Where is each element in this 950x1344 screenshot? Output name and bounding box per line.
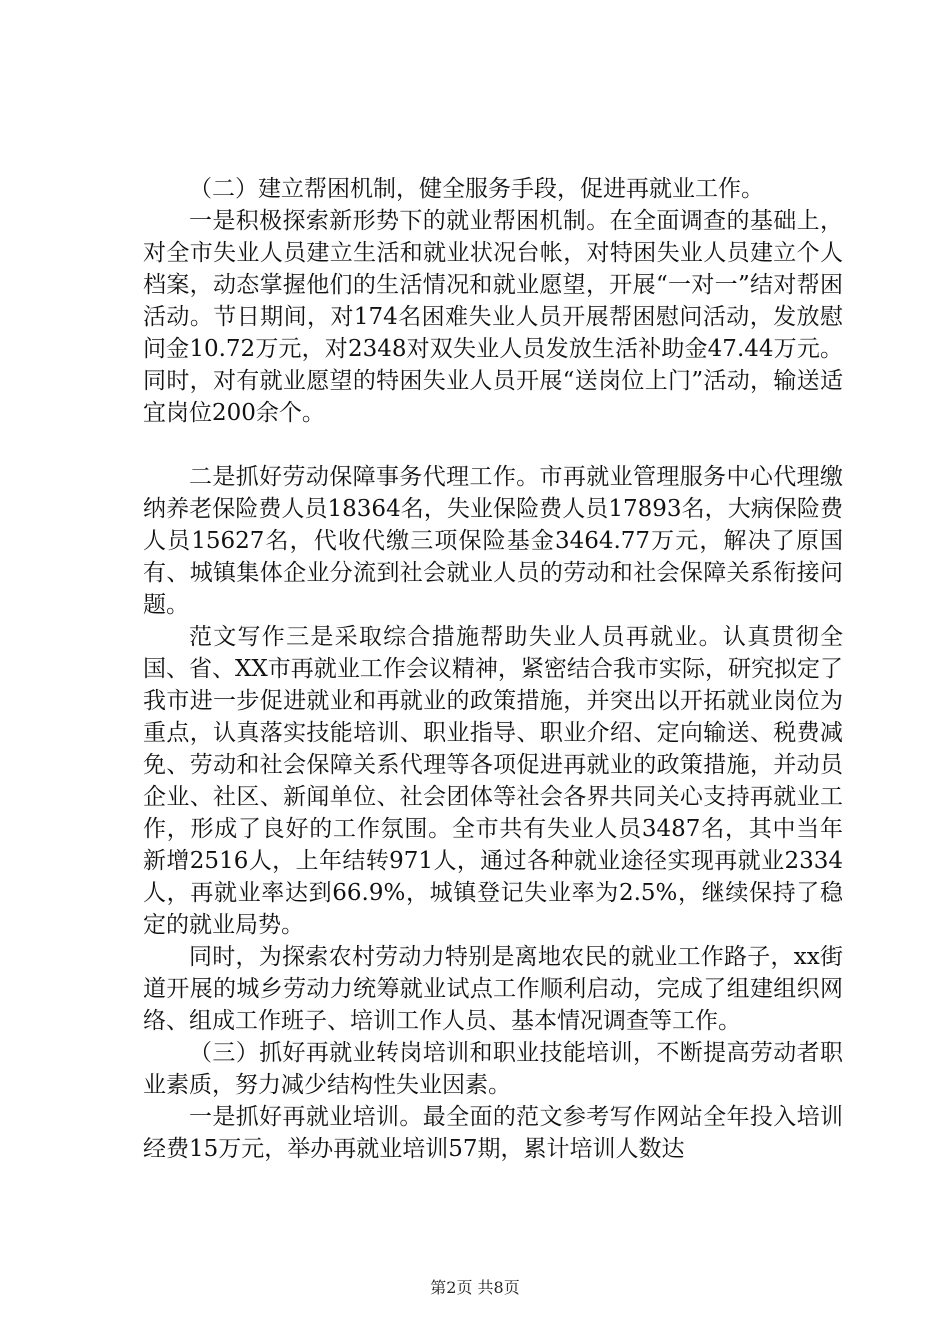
body-paragraph: 二是抓好劳动保障事务代理工作。市再就业管理服务中心代理缴纳养老保险费人员18364名，失业保险费人员17893名，大病保险费人员15627名，代收代缴三项保险基金3464.77万元，解决了原国有、城镇集体企业分流到社会就业人员的劳动和社会保障关系衔接问题。 [143,464,843,618]
section-heading-2: （二）建立帮困机制，健全服务手段，促进再就业工作。 [189,176,764,202]
body-paragraph: 同时，为探索农村劳动力特别是离地农民的就业工作路子，xx街道开展的城乡劳动力统筹就业试点工作顺利启动，完成了组建组织网络、组成工作班子、培训工作人员、基本情况调查等工作。 [143,944,843,1034]
section-heading-3: （三）抓好再就业转岗培训和职业技能培训，不断提高劳动者职业素质，努力减少结构性失业因素。 [143,1040,843,1098]
body-paragraph: 一是积极探索新形势下的就业帮困机制。在全面调查的基础上，对全市失业人员建立生活和就业状况台帐，对特困失业人员建立个人档案，动态掌握他们的生活情况和就业愿望，开展“一对一”结对帮困活动。节日期间，对174名困难失业人员开展帮困慰问活动，发放慰问金10.72万元，对2348对双失业人员发放生活补助金47.44万元。同时，对有就业愿望的特困失业人员开展“送岗位上门”活动，输送适宜岗位200余个。 [143,208,843,426]
body-paragraph: 范文写作三是采取综合措施帮助失业人员再就业。认真贯彻全国、省、XX市再就业工作会议精神，紧密结合我市实际，研究拟定了我市进一步促进就业和再就业的政策措施，并突出以开拓就业岗位为重点，认真落实技能培训、职业指导、职业介绍、定向输送、税费减免、劳动和社会保障关系代理等各项促进再就业的政策措施，并动员企业、社区、新闻单位、社会团体等社会各界共同关心支持再就业工作，形成了良好的工作氛围。全市共有失业人员3487名，其中当年新增2516人，上年结转971人，通过各种就业途径实现再就业2334人，再就业率达到66.9%，城镇登记失业率为2.5%，继续保持了稳定的就业局势。 [143,624,843,938]
document-body [143,173,843,1165]
page-number-footer: 第2页 共8页 [430,1278,520,1297]
body-paragraph: 一是抓好再就业培训。最全面的范文参考写作网站全年投入培训经费15万元，举办再就业培训57期，累计培训人数达 [143,1104,843,1162]
